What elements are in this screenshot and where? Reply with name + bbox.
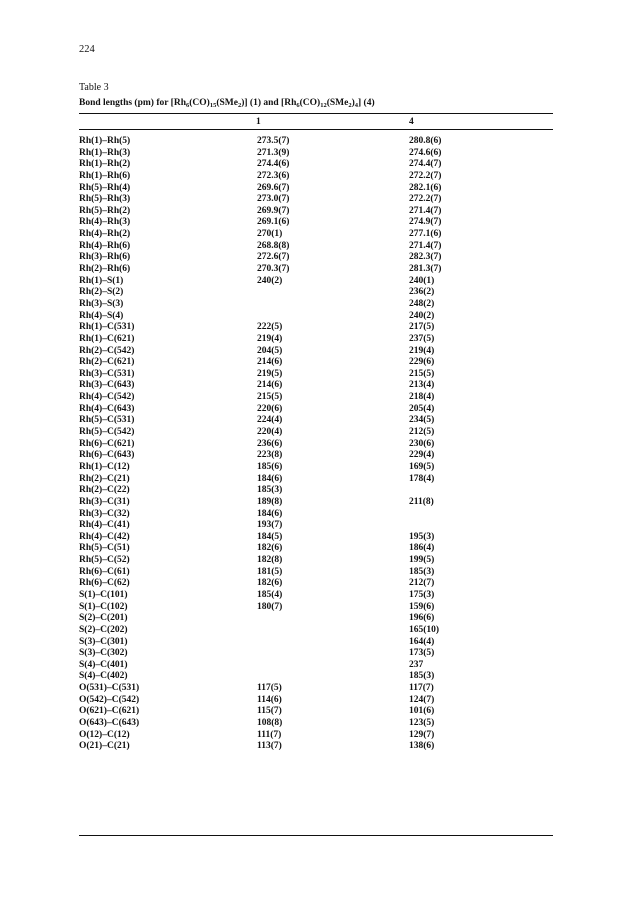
bond-cell: Rh(6)–C(643) [79,450,135,461]
value-compound-1-cell: 269.6(7) [257,182,290,193]
bond-cell: Rh(2)–C(22) [79,485,130,496]
table-caption [79,98,375,108]
bond-cell: O(542)–C(542) [79,694,140,705]
value-compound-1-cell: 184(6) [257,508,283,519]
table-row [79,637,553,649]
table-row [79,497,553,509]
value-compound-1-cell: 184(5) [257,531,283,542]
value-compound-4-cell: 272.2(7) [409,170,442,181]
table-row [79,509,553,521]
value-compound-4-cell: 234(5) [409,415,435,426]
value-compound-1-cell: 181(5) [257,566,283,577]
value-compound-1-cell: 214(6) [257,357,283,368]
bond-cell: S(4)–C(402) [79,671,128,682]
value-compound-4-cell: 101(6) [409,706,435,717]
value-compound-1-cell: 269.1(6) [257,217,290,228]
value-compound-4-cell: 164(4) [409,636,435,647]
value-compound-1-cell: 220(6) [257,403,283,414]
table-row [79,660,553,672]
table-top-rule [79,113,553,114]
value-compound-1-cell [257,287,409,299]
table-row [79,148,553,160]
value-compound-4-cell: 237(5) [409,333,435,344]
bond-cell: Rh(4)–Rh(6) [79,240,131,251]
bond-cell: S(2)–C(201) [79,613,128,624]
value-compound-1-cell: 273.5(7) [257,136,290,146]
bond-cell: S(3)–C(302) [79,648,128,659]
bond-cell: Rh(3)–S(3) [79,298,124,309]
value-compound-1-cell: 272.3(6) [257,170,290,181]
value-compound-1-cell: 180(7) [257,601,283,612]
table-row [79,555,553,567]
value-compound-1-cell: 272.6(7) [257,252,290,263]
table-row [79,671,553,683]
table-row [79,287,553,299]
caption-text: (SMe [216,98,238,108]
table-row [79,427,553,439]
value-compound-4-cell: 205(4) [409,403,435,414]
value-compound-4-cell: 248(2) [409,298,435,309]
table-row [79,346,553,358]
value-compound-4-cell: 230(6) [409,438,435,449]
caption-text: (CO) [299,98,321,108]
bond-cell: Rh(4)–S(4) [79,310,124,321]
table-row [79,439,553,451]
table-row [79,241,553,253]
bond-lengths-table [79,136,553,753]
value-compound-4-cell [409,485,553,497]
value-compound-4-cell: 237 [409,659,424,670]
bond-cell: Rh(3)–C(531) [79,368,135,379]
value-compound-4-cell: 124(7) [409,694,435,705]
bond-cell: Rh(2)–Rh(6) [79,264,131,275]
caption-subscript: 2 [237,102,242,109]
bond-cell: Rh(1)–Rh(2) [79,159,131,170]
value-compound-4-cell: 217(5) [409,322,435,333]
value-compound-1-cell: 270(1) [257,229,283,240]
value-compound-1-cell: 269.9(7) [257,205,290,216]
table-row [79,369,553,381]
table-row [79,252,553,264]
caption-text: (CO) [189,98,210,108]
value-compound-1-cell: 223(8) [257,450,283,461]
value-compound-1-cell: 224(4) [257,415,283,426]
value-compound-4-cell: 280.8(6) [409,136,442,146]
bond-cell: Rh(1)–C(621) [79,333,135,344]
caption-text: Bond lengths (pm) for [Rh [79,98,186,108]
table-row [79,311,553,323]
value-compound-1-cell: 271.3(9) [257,147,290,158]
value-compound-1-cell: 274.4(6) [257,159,290,170]
bond-cell: O(621)–C(621) [79,706,140,717]
page-number: 224 [79,44,95,55]
value-compound-1-cell: 215(5) [257,392,283,403]
bond-cell: S(3)–C(301) [79,636,128,647]
table-row [79,741,553,753]
value-compound-1-cell: 184(6) [257,473,283,484]
value-compound-4-cell: 215(5) [409,368,435,379]
bond-cell: O(21)–C(21) [79,741,130,752]
caption-subscript: 4 [354,102,358,109]
bond-cell: Rh(3)–C(643) [79,380,135,391]
value-compound-1-cell: 204(5) [257,345,283,356]
value-compound-1-cell [257,625,409,637]
value-compound-4-cell: 129(7) [409,729,435,740]
value-compound-1-cell: 108(8) [257,718,283,729]
value-compound-1-cell: 113(7) [257,741,282,752]
value-compound-4-cell: 185(3) [409,671,435,682]
value-compound-4-cell: 159(6) [409,601,435,612]
value-compound-4-cell: 196(6) [409,613,435,624]
value-compound-4-cell: 229(4) [409,450,435,461]
table-row [79,136,553,148]
bond-cell: Rh(5)–C(51) [79,543,130,554]
value-compound-4-cell: 138(6) [409,741,435,752]
bond-cell: O(531)–C(531) [79,683,140,694]
bond-cell: Rh(1)–C(531) [79,322,135,333]
value-compound-1-cell: 182(8) [257,555,283,566]
value-compound-4-cell: 213(4) [409,380,435,391]
table-row [79,602,553,614]
value-compound-1-cell: 220(4) [257,427,283,438]
bond-cell: S(1)–C(101) [79,589,128,600]
value-compound-4-cell: 195(3) [409,531,435,542]
value-compound-4-cell: 178(4) [409,473,435,484]
table-body [79,136,553,753]
value-compound-1-cell: 270.3(7) [257,264,290,275]
table-row [79,695,553,707]
value-compound-1-cell [257,311,409,323]
value-compound-4-cell: 236(2) [409,287,435,298]
value-compound-4-cell: 218(4) [409,392,435,403]
value-compound-4-cell: 173(5) [409,648,435,659]
value-compound-4-cell: 282.1(6) [409,182,442,193]
table-row [79,229,553,241]
table-row [79,357,553,369]
table-row [79,299,553,311]
value-compound-4-cell: 165(10) [409,624,440,635]
bond-cell: Rh(3)–C(32) [79,508,130,519]
table-row [79,194,553,206]
value-compound-4-cell: 274.9(7) [409,217,442,228]
table-row [79,264,553,276]
table-row [79,520,553,532]
table-row [79,567,553,579]
table-row [79,334,553,346]
value-compound-4-cell: 274.4(7) [409,159,442,170]
table-row [79,206,553,218]
bond-cell: Rh(4)–C(42) [79,531,130,542]
value-compound-4-cell [409,509,553,521]
caption-subscript: 6 [185,102,190,109]
bond-cell: Rh(1)–Rh(5) [79,136,131,146]
value-compound-4-cell: 212(5) [409,427,435,438]
value-compound-4-cell: 117(7) [409,683,434,694]
caption-subscript: 6 [296,102,300,109]
value-compound-4-cell: 274.6(6) [409,147,442,158]
value-compound-4-cell: 271.4(7) [409,205,442,216]
bond-cell: Rh(5)–Rh(2) [79,205,131,216]
bond-cell: Rh(6)–C(61) [79,566,130,577]
table-row [79,648,553,660]
table-row [79,415,553,427]
table-row [79,171,553,183]
table-header-rule [79,129,553,130]
value-compound-4-cell: 229(6) [409,357,435,368]
bond-cell: Rh(1)–S(1) [79,275,124,286]
value-compound-4-cell: 199(5) [409,555,435,566]
bond-cell: Rh(3)–Rh(6) [79,252,131,263]
value-compound-1-cell [257,660,409,672]
column-header-compound-4: 4 [409,117,414,127]
value-compound-4-cell: 271.4(7) [409,240,442,251]
table-row [79,683,553,695]
value-compound-1-cell: 189(8) [257,496,283,507]
bond-cell: Rh(6)–C(621) [79,438,135,449]
table-row [79,578,553,590]
table-bottom-rule [79,835,553,836]
bond-cell: Rh(2)–C(621) [79,357,135,368]
value-compound-4-cell: 175(3) [409,589,435,600]
value-compound-1-cell [257,613,409,625]
bond-cell: Rh(4)–C(542) [79,392,135,403]
value-compound-1-cell: 240(2) [257,275,283,286]
caption-text: ) [351,98,355,108]
value-compound-4-cell: 185(3) [409,566,435,577]
value-compound-4-cell: 186(4) [409,543,435,554]
bond-cell: Rh(5)–Rh(4) [79,182,131,193]
caption-subscript: 15 [209,102,217,109]
table-row [79,380,553,392]
table-row [79,322,553,334]
value-compound-1-cell: 193(7) [257,520,283,531]
table-row [79,183,553,195]
value-compound-1-cell: 185(3) [257,485,283,496]
bond-cell: Rh(2)–C(542) [79,345,135,356]
bond-cell: Rh(4)–Rh(3) [79,217,131,228]
bond-cell: Rh(4)–Rh(2) [79,229,131,240]
bond-cell: S(2)–C(202) [79,624,128,635]
table-row [79,159,553,171]
value-compound-1-cell: 236(6) [257,438,283,449]
bond-cell: Rh(6)–C(62) [79,578,130,589]
column-header-compound-1: 1 [256,117,261,127]
value-compound-1-cell: 185(6) [257,461,283,472]
bond-cell: Rh(5)–Rh(3) [79,194,131,205]
table-row [79,613,553,625]
caption-text: )] (1) and [Rh [241,98,297,108]
bond-cell: Rh(3)–C(31) [79,496,130,507]
value-compound-1-cell: 214(6) [257,380,283,391]
value-compound-4-cell: 281.3(7) [409,264,442,275]
table-row [79,392,553,404]
value-compound-1-cell: 268.8(8) [257,240,290,251]
table-row [79,590,553,602]
value-compound-1-cell [257,671,409,683]
bond-cell: O(643)–C(643) [79,718,140,729]
bond-cell: S(4)–C(401) [79,659,128,670]
value-compound-1-cell: 182(6) [257,543,283,554]
table-row [79,474,553,486]
bond-cell: Rh(5)–C(542) [79,427,135,438]
value-compound-4-cell: 240(1) [409,275,435,286]
value-compound-4-cell: 212(7) [409,578,435,589]
value-compound-1-cell: 182(6) [257,578,283,589]
value-compound-4-cell: 123(5) [409,718,435,729]
table-row [79,543,553,555]
caption-subscript: 12 [320,102,327,109]
table-row [79,625,553,637]
bond-cell: Rh(5)–C(531) [79,415,135,426]
bond-cell: O(12)–C(12) [79,729,130,740]
bond-cell: Rh(2)–S(2) [79,287,124,298]
value-compound-1-cell: 222(5) [257,322,283,333]
value-compound-4-cell: 277.1(6) [409,229,442,240]
value-compound-4-cell: 169(5) [409,461,435,472]
bond-cell: Rh(5)–C(52) [79,555,130,566]
value-compound-1-cell: 111(7) [257,729,282,740]
value-compound-4-cell: 282.3(7) [409,252,442,263]
value-compound-1-cell: 115(7) [257,706,282,717]
table-row [79,485,553,497]
value-compound-1-cell [257,299,409,311]
value-compound-1-cell [257,637,409,649]
table-row [79,217,553,229]
table-label: Table 3 [79,82,109,93]
value-compound-4-cell: 211(8) [409,496,434,507]
value-compound-1-cell: 114(6) [257,694,282,705]
value-compound-1-cell: 219(4) [257,333,283,344]
value-compound-1-cell: 185(4) [257,589,283,600]
bond-cell: Rh(2)–C(21) [79,473,130,484]
table-row [79,718,553,730]
value-compound-4-cell: 219(4) [409,345,435,356]
caption-text: ] (4) [358,98,375,108]
bond-cell: S(1)–C(102) [79,601,128,612]
table-row [79,462,553,474]
table-row [79,532,553,544]
value-compound-4-cell: 240(2) [409,310,435,321]
table-row [79,450,553,462]
table-row [79,404,553,416]
table-row [79,706,553,718]
caption-subscript: 2 [348,102,352,109]
table-row [79,730,553,742]
value-compound-4-cell: 272.2(7) [409,194,442,205]
value-compound-1-cell [257,648,409,660]
bond-cell: Rh(1)–C(12) [79,461,130,472]
caption-text: (SMe [326,98,349,108]
value-compound-1-cell: 117(5) [257,683,282,694]
value-compound-1-cell: 273.0(7) [257,194,290,205]
bond-cell: Rh(1)–Rh(6) [79,170,131,181]
value-compound-1-cell: 219(5) [257,368,283,379]
value-compound-4-cell [409,520,553,532]
bond-cell: Rh(4)–C(643) [79,403,135,414]
bond-cell: Rh(4)–C(41) [79,520,130,531]
bond-cell: Rh(1)–Rh(3) [79,147,131,158]
table-row [79,276,553,288]
